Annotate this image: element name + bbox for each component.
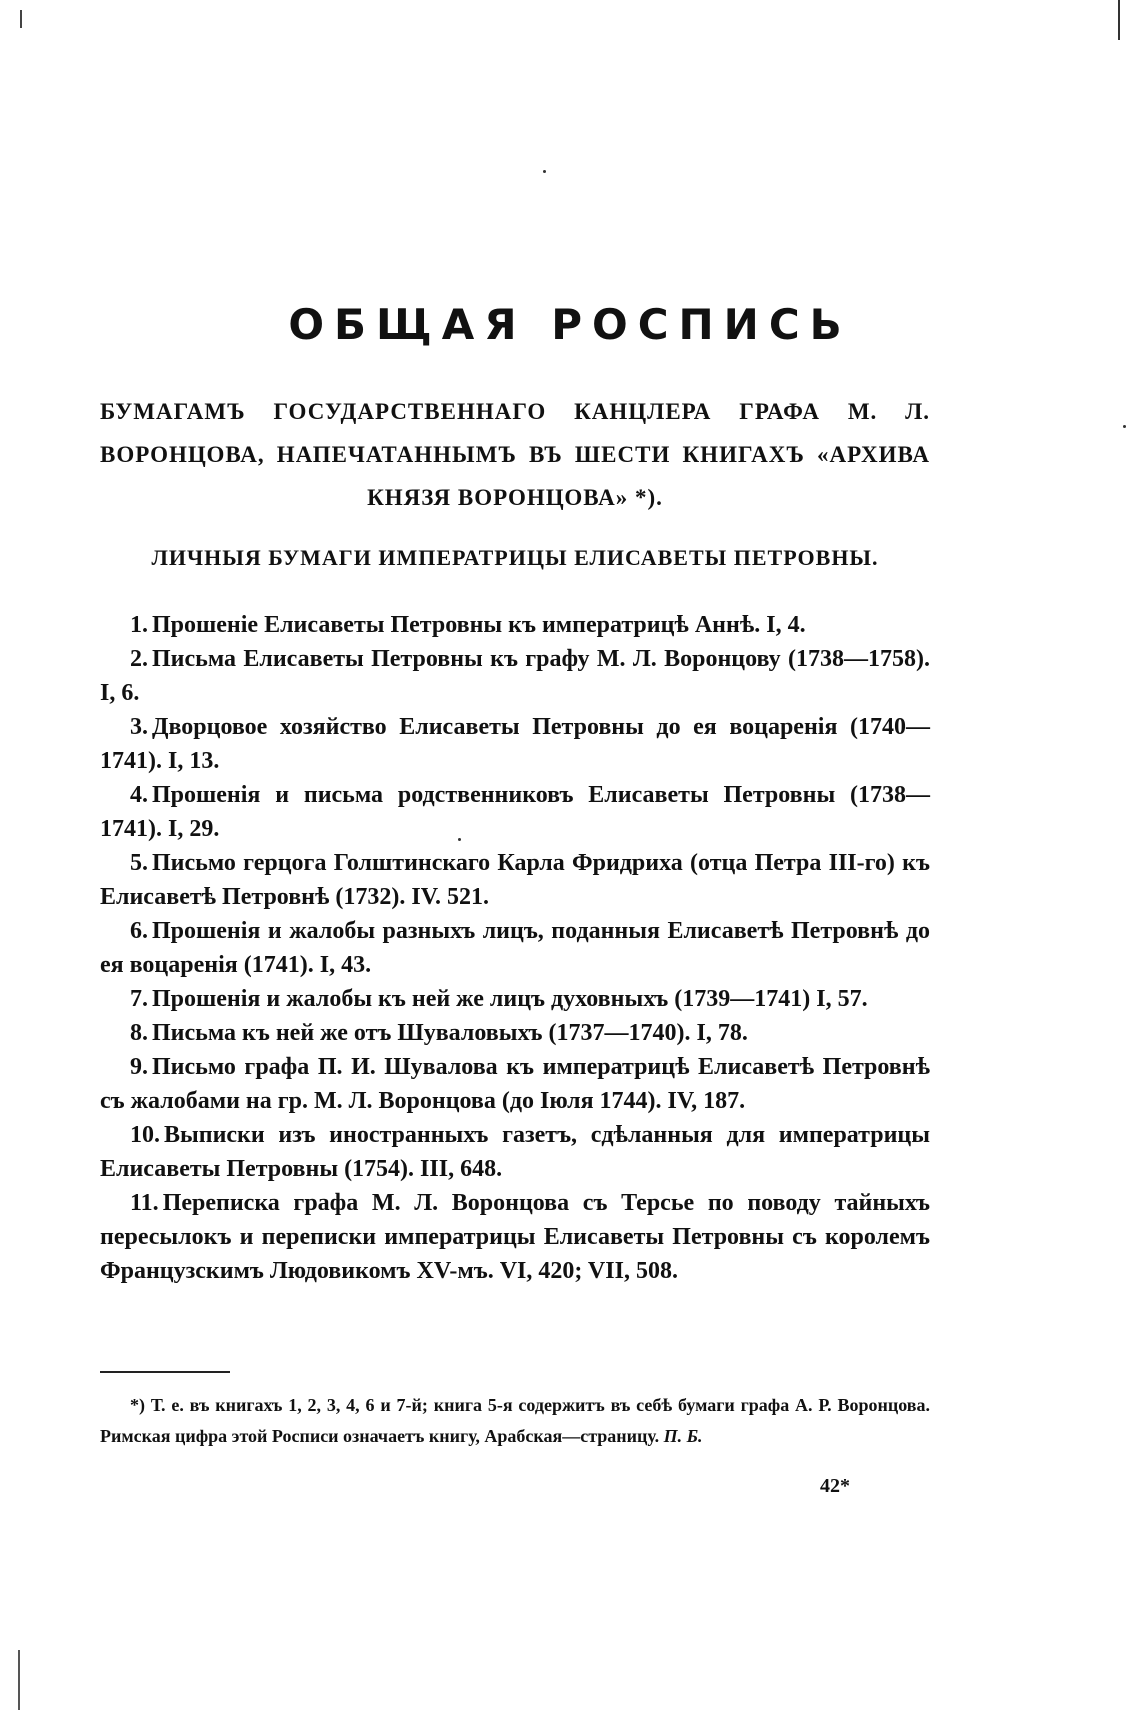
entry-text: Выписки изъ иностранныхъ газетъ, сдѣланныя для императрицы Елисаветы Петровны (1754). III, 648. — [100, 1122, 930, 1182]
scan-speck — [1123, 425, 1126, 428]
footnote-text: *) Т. е. въ книгахъ 1, 2, 3, 4, 6 и 7-й; книга 5-я содержитъ въ себѣ бумаги графа А. Р. Воронцова. Римская цифра этой Росписи означаетъ книгу, Арабская—страницу. — [100, 1395, 930, 1446]
page-edge-mark-left — [20, 10, 22, 28]
entry-text: Письмо герцога Голштинскаго Карла Фридриха (отца Петра III-го) къ Елисаветѣ Петровнѣ (1732). IV. 521. — [100, 850, 930, 910]
entry-number: 2. — [130, 646, 148, 672]
list-item — [100, 642, 930, 710]
entry-number: 6. — [130, 918, 148, 944]
section-heading: ЛИЧНЫЯ БУМАГИ ИМПЕРАТРИЦЫ ЕЛИСАВЕТЫ ПЕТРОВНЫ. — [151, 545, 879, 570]
page-edge-mark-left-bottom — [18, 1650, 20, 1710]
list-item — [100, 710, 930, 778]
page-number: 42* — [820, 1475, 850, 1497]
page-title: ОБЩАЯ РОСПИСЬ — [288, 300, 852, 349]
entry-text: Письма къ ней же отъ Шуваловыхъ (1737—1740). I, 78. — [152, 1020, 748, 1046]
list-item — [100, 914, 930, 982]
entry-number: 10. — [130, 1122, 160, 1148]
list-item — [100, 982, 930, 1016]
footnote-signature: П. Б. — [663, 1426, 703, 1446]
entry-text: Прошенія и письма родственниковъ Елисаветы Петровны (1738—1741). I, 29. — [100, 782, 930, 842]
list-item — [100, 1016, 930, 1050]
entry-text: Прошенія и жалобы къ ней же лицъ духовныхъ (1739—1741) I, 57. — [152, 986, 868, 1012]
entry-list — [100, 608, 930, 1288]
list-item — [100, 608, 930, 642]
entry-number: 1. — [130, 612, 148, 638]
entry-number: 9. — [130, 1054, 148, 1080]
page-subtitle: БУМАГАМЪ ГОСУДАРСТВЕННАГО КАНЦЛЕРА ГРАФА М. Л. ВОРОНЦОВА, НАПЕЧАТАННЫМЪ ВЪ ШЕСТИ КНИГАХЪ «АРХИВА КНЯЗЯ ВОРОНЦОВА» *). — [100, 399, 930, 510]
entry-number: 5. — [130, 850, 148, 876]
entry-text: Прошеніе Елисаветы Петровны къ императрицѣ Аннѣ. I, 4. — [152, 612, 806, 638]
entry-text: Письма Елисаветы Петровны къ графу М. Л. Воронцову (1738—1758). I, 6. — [100, 646, 930, 706]
scan-speck — [543, 170, 546, 173]
entry-number: 11. — [130, 1190, 159, 1216]
list-item — [100, 778, 930, 846]
list-item — [100, 846, 930, 914]
entry-text: Дворцовое хозяйство Елисаветы Петровны до ея воцаренія (1740—1741). I, 13. — [100, 714, 930, 774]
entry-number: 8. — [130, 1020, 148, 1046]
list-item — [100, 1050, 930, 1118]
list-item — [100, 1118, 930, 1186]
entry-text: Письмо графа П. И. Шувалова къ императрицѣ Елисаветѣ Петровнѣ съ жалобами на гр. М. Л. Воронцова (до Іюля 1744). IV, 187. — [100, 1054, 930, 1114]
entry-text: Переписка графа М. Л. Воронцова съ Терсье по поводу тайныхъ пересылокъ и переписки императрицы Елисаветы Петровны съ королемъ Французскимъ Людовикомъ XV-мъ. VI, 420; VII, 508. — [100, 1190, 930, 1284]
footnote-divider — [100, 1371, 230, 1373]
page-edge-mark — [1118, 0, 1120, 40]
list-item — [100, 1186, 930, 1288]
entry-number: 4. — [130, 782, 148, 808]
entry-text: Прошенія и жалобы разныхъ лицъ, поданныя Елисаветѣ Петровнѣ до ея воцаренія (1741). I, 43. — [100, 918, 930, 978]
entry-number: 3. — [130, 714, 148, 740]
footnote — [100, 1390, 930, 1452]
entry-number: 7. — [130, 986, 148, 1012]
